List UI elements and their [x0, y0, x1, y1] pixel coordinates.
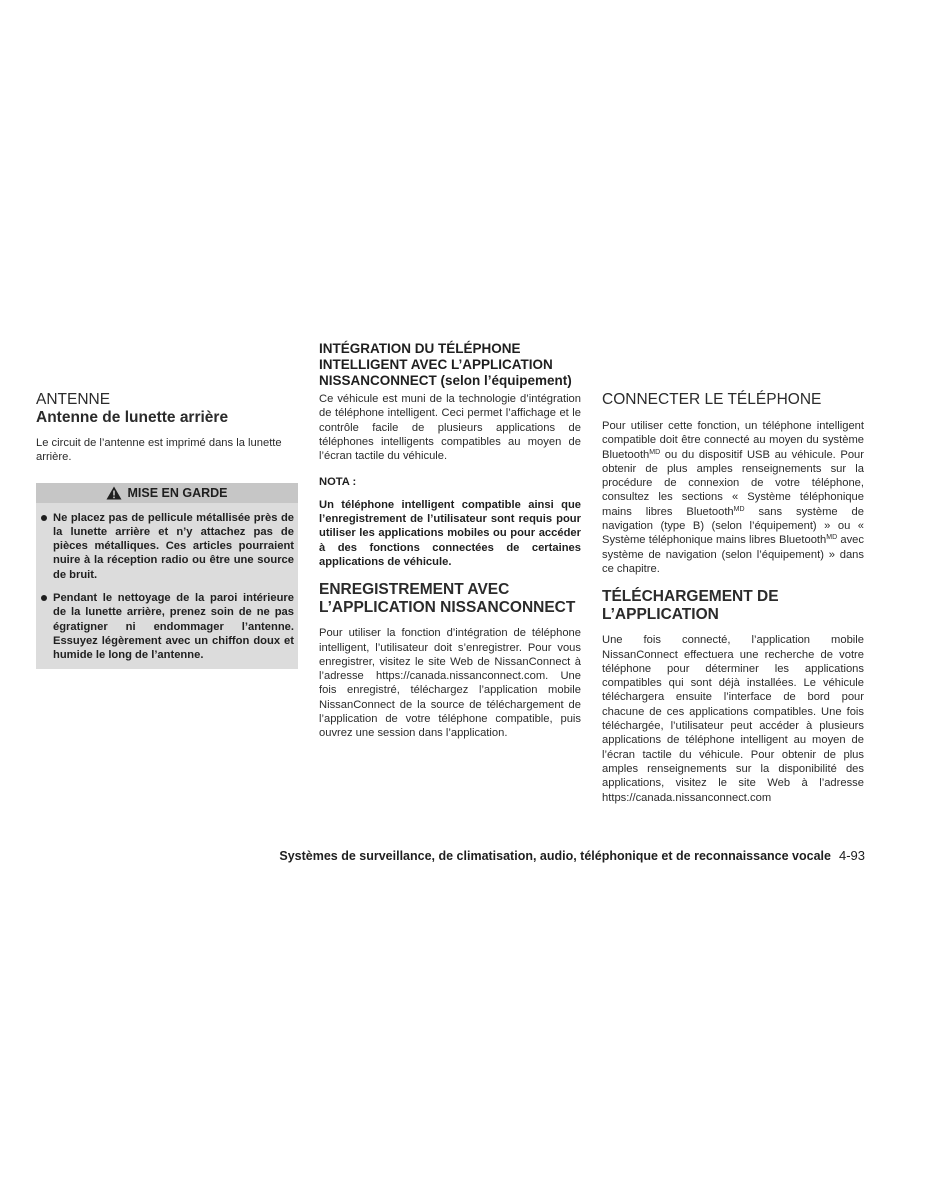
warning-box: [36, 483, 298, 669]
page-footer: [0, 848, 865, 863]
section-title-connecter: CONNECTER LE TÉLÉPHONE: [602, 391, 822, 408]
section-title-telechargement: [602, 588, 864, 624]
bullet-icon: [41, 515, 47, 521]
column-connexion: [602, 391, 864, 805]
heading-line: INTELLIGENT AVEC L’APPLICATION: [319, 357, 553, 372]
integration-paragraph: Ce véhicule est muni de la technologie d’intégration de téléphone intelligent. Ceci permet l’affichage et le contrôle facile de plusieurs applications de téléphones intelligents compatibles au moyen de l’écran tactile du véhicule.: [319, 393, 581, 463]
heading-line: L’APPLICATION: [602, 606, 719, 624]
column-integration: [319, 341, 581, 741]
page-number: 4-93: [838, 848, 865, 863]
enregistrement-paragraph: Pour utiliser la fonction d’intégration de téléphone intelligent, l’utilisateur doit s’enregistrer. Pour vous enregistrer, visitez le site Web de NissanConnect à l’adresse https://canada.nissanconnect.com. Une fois enregistré, téléchargez l’application mobile NissanConnect de la source de téléchargement de l’application de votre téléphone compatible, puis ouvrez une session dans l’application.: [319, 627, 581, 740]
telechargement-paragraph: Une fois connecté, l’application mobile NissanConnect effectuera une recherche de votre téléphone pour déterminer les applications compatibles qui sont déjà installées. Le véhicule téléchargera ensuite l’interface de bord pour chacune de ces applications compatibles. Une fois téléchargée, l’utilisateur peut accéder à plusieurs applications de téléphone intelligent au moyen de l’écran tactile du véhicule. Pour obtenir de plus amples renseignements sur la disponibilité des applications, visitez le site Web à l’adresse https://canada.nissanconnect.com: [602, 634, 864, 804]
note-label: NOTA :: [319, 476, 357, 489]
heading-line: INTÉGRATION DU TÉLÉPHONE: [319, 341, 521, 356]
warning-item: [36, 511, 298, 582]
heading-line: L’APPLICATION NISSANCONNECT: [319, 599, 576, 617]
heading-line: ENREGISTREMENT AVEC: [319, 581, 510, 599]
footer-chapter-title: Systèmes de surveillance, de climatisation, audio, téléphonique et de reconnaissance vocale: [279, 849, 831, 863]
subsection-title-lunette: Antenne de lunette arrière: [36, 409, 229, 426]
section-title-integration: [319, 341, 581, 389]
heading-line: NISSANCONNECT (selon l’équipement): [319, 373, 572, 388]
note-text: Un téléphone intelligent compatible ainsi que l’enregistrement de l’utilisateur sont requis pour utiliser les applications mobiles ou pour accéder à des fonctions connectées de certaines applications de véhicule.: [319, 498, 581, 568]
connecter-paragraph: Pour utiliser cette fonction, un téléphone intelligent compatible doit être connecté au moyen du système Bluetooth$^{MD}$ ou du dispositif USB au véhicule. Pour obtenir de plus amples renseignements sur la procédure de connexion de votre téléphone, consultez les sections « Système téléphonique mains libres Bluetooth$^{MD}$ sans système de navigation (type B) (selon l’équipement) » ou « Système téléphonique mains libres Bluetooth$^{MD}$ avec système de navigation (selon l’équipement) » dans ce chapitre.: [602, 420, 864, 575]
subsection-title-enregistrement: [319, 581, 581, 617]
bullet-icon: [41, 595, 47, 601]
warning-label: MISE EN GARDE: [127, 485, 228, 500]
warning-item-text: Ne placez pas de pellicule métallisée près de la lunette arrière et n’y attachez pas de pièces métalliques. Ces articles pourraient nuire à la réception radio ou être une source de bruit.: [53, 511, 294, 581]
warning-header: [36, 483, 298, 503]
warning-triangle-icon: [106, 486, 122, 500]
section-title-antenne: ANTENNE: [36, 391, 111, 408]
warning-item-text: Pendant le nettoyage de la paroi intérieure de la lunette arrière, prenez soin de ne pas égratigner ni endommager l’antenne. Essuyez légèrement avec un chiffon doux et humide le long de l’antenne.: [53, 592, 294, 662]
heading-line: TÉLÉCHARGEMENT DE: [602, 588, 779, 606]
antenne-paragraph: Le circuit de l’antenne est imprimé dans la lunette arrière.: [36, 437, 282, 464]
warning-item: [36, 591, 298, 662]
column-antenne: [36, 391, 298, 669]
